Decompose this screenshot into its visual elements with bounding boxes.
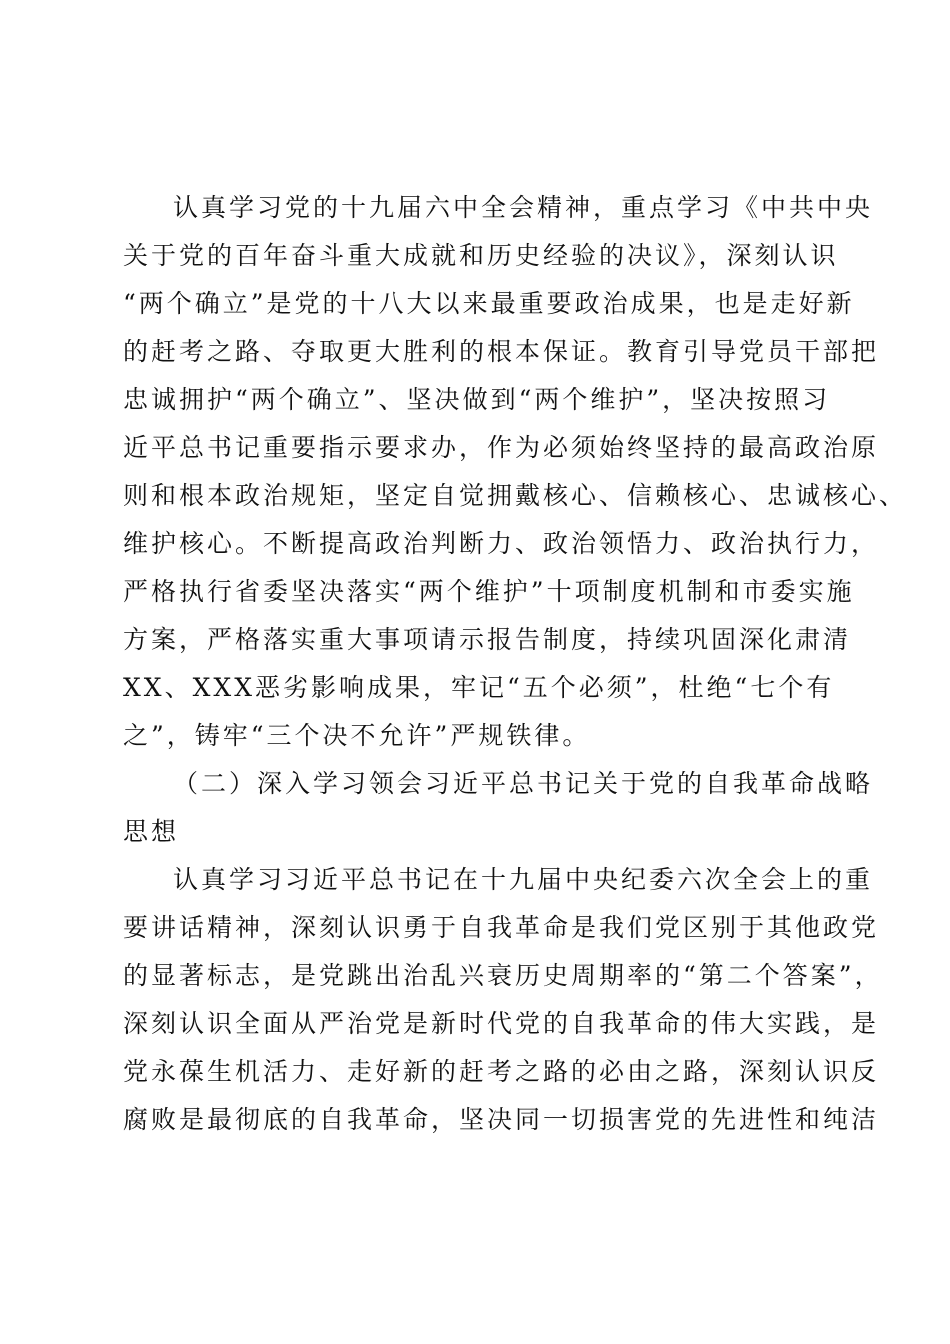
document-body — [123, 184, 908, 1144]
paragraph-1-line-7: 则和根本政治规矩，坚定自觉拥戴核心、信赖核心、忠诚核心、 — [123, 481, 908, 510]
paragraph-1-line-9: 严格执行省委坚决落实“两个维护”十项制度机制和市委实施 — [123, 577, 855, 606]
paragraph-1-line-12: 之”，铸牢“三个决不允许”严规铁律。 — [123, 721, 591, 750]
paragraph-2-line-4: 深刻认识全面从严治党是新时代党的自我革命的伟大实践，是 — [123, 1009, 880, 1038]
paragraph-2-line-5: 党永葆生机活力、走好新的赶考之路的必由之路，深刻认识反 — [123, 1057, 880, 1086]
section-heading-line-2: 思想 — [123, 817, 180, 846]
paragraph-1-line-3: “两个确立”是党的十八大以来最重要政治成果，也是走好新 — [123, 289, 855, 318]
paragraph-1-line-5: 忠诚拥护“两个确立”、坚决做到“两个维护”，坚决按照习 — [123, 385, 831, 414]
paragraph-1-line-1: 认真学习党的十九届六中全会精神，重点学习《中共中央 — [173, 193, 874, 222]
section-heading-line-1: （二）深入学习领会习近平总书记关于党的自我革命战略 — [173, 769, 874, 798]
paragraph-1-line-11: XX、XXX恶劣影响成果，牢记“五个必须”，杜绝“七个有 — [123, 673, 835, 702]
paragraph-1-line-4: 的赶考之路、夺取更大胜利的根本保证。教育引导党员干部把 — [123, 337, 880, 366]
paragraph-1-line-10: 方案，严格落实重大事项请示报告制度，持续巩固深化肃清 — [123, 625, 852, 654]
paragraph-1-line-6: 近平总书记重要指示要求办，作为必须始终坚持的最高政治原 — [123, 433, 880, 462]
paragraph-2-line-3: 的显著标志，是党跳出治乱兴衰历史周期率的“第二个答案”， — [123, 961, 883, 990]
paragraph-2-line-1: 认真学习习近平总书记在十九届中央纪委六次全会上的重 — [173, 865, 874, 894]
paragraph-1-line-8: 维护核心。不断提高政治判断力、政治领悟力、政治执行力， — [123, 529, 880, 558]
paragraph-2-line-2: 要讲话精神，深刻认识勇于自我革命是我们党区别于其他政党 — [123, 913, 880, 942]
paragraph-2-line-6: 腐败是最彻底的自我革命，坚决同一切损害党的先进性和纯洁 — [123, 1105, 880, 1134]
paragraph-1-line-2: 关于党的百年奋斗重大成就和历史经验的决议》，深刻认识 — [123, 241, 839, 270]
